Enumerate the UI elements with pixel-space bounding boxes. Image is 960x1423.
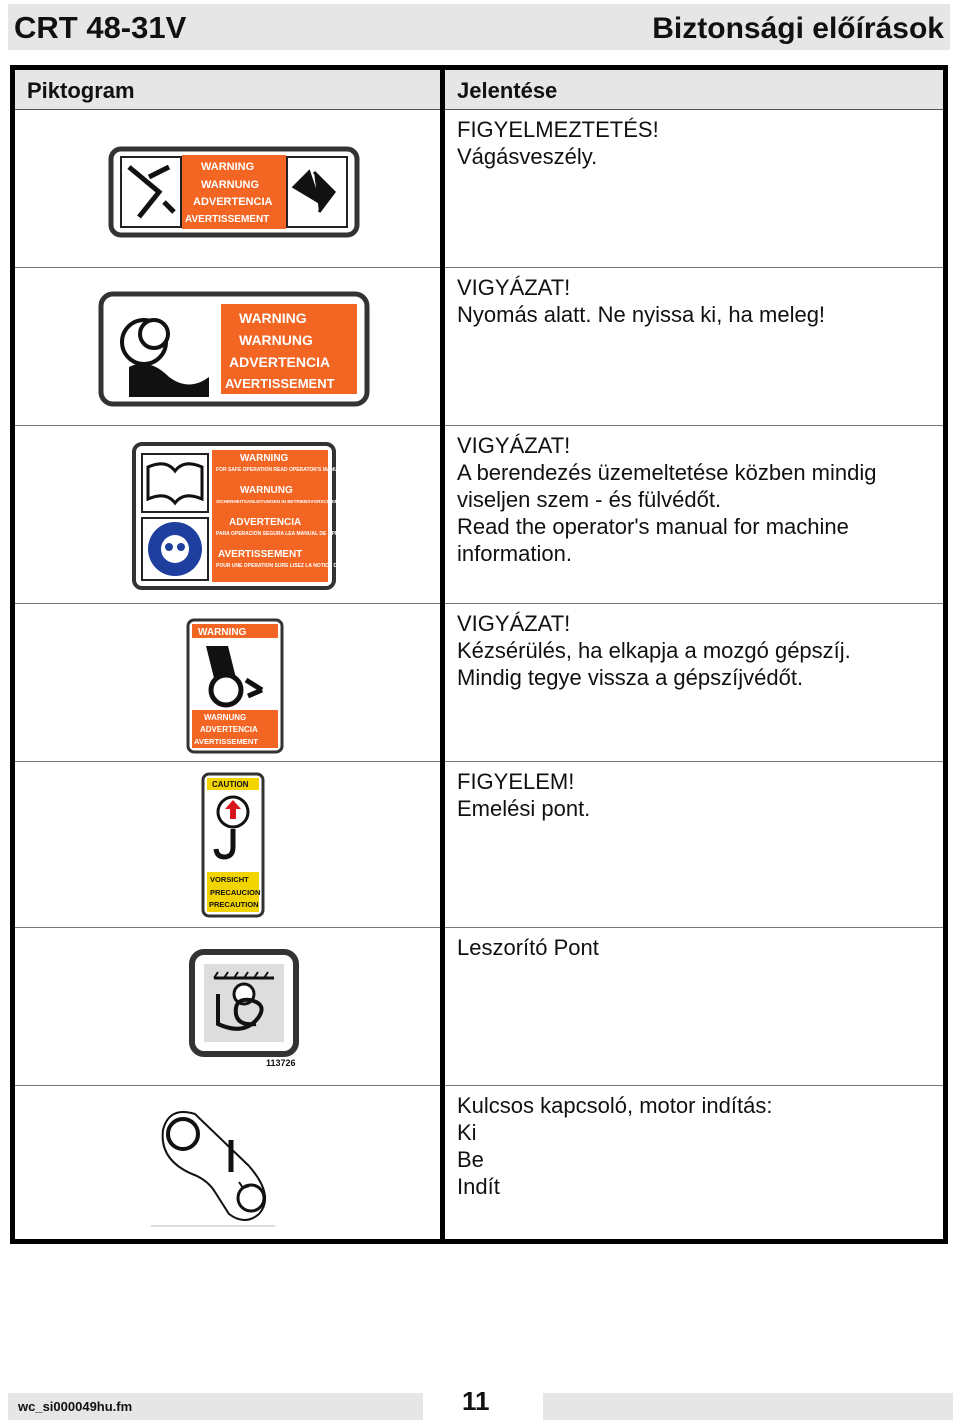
- pictogram-cell: [13, 426, 443, 604]
- meaning-cell: FIGYELEM! Emelési pont.: [443, 762, 946, 928]
- page-header: [8, 4, 950, 50]
- svg-text:FOR SAFE OPERATION READ OPERAT: FOR SAFE OPERATION READ OPERATOR'S MANUAL.: [216, 467, 346, 473]
- column-header-meaning: Jelentése: [443, 68, 946, 110]
- svg-text:AVERTISSEMENT: AVERTISSEMENT: [218, 549, 303, 560]
- table-row: [13, 268, 946, 426]
- footer-filename: wc_si000049hu.fm: [18, 1399, 133, 1414]
- table-row: [13, 604, 946, 762]
- svg-text:PRECAUTION: PRECAUTION: [209, 900, 259, 909]
- svg-text:113726: 113726: [266, 1058, 296, 1068]
- svg-text:WARNING: WARNING: [240, 453, 289, 464]
- svg-text:PARA OPERACION SEGURA LEA MANU: PARA OPERACION SEGURA LEA MANUAL DE OPERACION.: [216, 531, 360, 537]
- pressure-hazard-warning-decal-icon: [99, 292, 369, 406]
- table-row: [13, 426, 946, 604]
- svg-text:ADVERTENCIA: ADVERTENCIA: [229, 354, 331, 370]
- meaning-cell: VIGYÁZAT! A berendezés üzemeltetése közben mindig viseljen szem - és fülvédőt. Read the operator's manual for machine information.: [443, 426, 946, 604]
- column-header-pictogram: Piktogram: [13, 68, 443, 110]
- pictogram-cell: [13, 110, 443, 268]
- svg-text:WARNING: WARNING: [239, 310, 307, 326]
- footer-bar-right: [543, 1393, 953, 1420]
- section-title: Biztonsági előírások: [652, 12, 944, 45]
- meaning-cell: FIGYELMEZTETÉS! Vágásveszély.: [443, 110, 946, 268]
- svg-text:ADVERTENCIA: ADVERTENCIA: [229, 517, 302, 528]
- table-row: [13, 110, 946, 268]
- svg-text:PRECAUCION: PRECAUCION: [210, 888, 261, 897]
- meaning-cell: VIGYÁZAT! Nyomás alatt. Ne nyissa ki, ha meleg!: [443, 268, 946, 426]
- pictogram-cell: [13, 268, 443, 426]
- svg-text:WARNUNG: WARNUNG: [240, 485, 293, 496]
- svg-text:SICHERHEITSANLEITUNGEN IN BETR: SICHERHEITSANLEITUNGEN IN BETRIEBSVORSCHRIFT LESEN.: [216, 499, 359, 504]
- pictogram-cell: [13, 604, 443, 762]
- meaning-cell: Kulcsos kapcsoló, motor indítás: Ki Be Indít: [457, 1093, 773, 1199]
- table-row: [13, 1086, 946, 1242]
- svg-text:ADVERTENCIA: ADVERTENCIA: [193, 196, 273, 208]
- pictogram-cell: [13, 928, 443, 1086]
- table-row: [13, 928, 946, 1086]
- model-title: CRT 48-31V: [14, 10, 187, 45]
- svg-text:POUR UNE OPERATION SURE LISEZ: POUR UNE OPERATION SURE LISEZ LA NOTICE D'EMPLOI.: [216, 563, 359, 569]
- read-manual-ear-eye-protection-decal-icon: [132, 442, 360, 590]
- svg-text:WARNING: WARNING: [201, 161, 255, 173]
- belt-hand-injury-decal-icon: [186, 618, 284, 754]
- safety-decal-table: [10, 65, 948, 1244]
- meaning-cell: Leszorító Pont: [443, 928, 946, 1086]
- svg-text:AVERTISSEMENT: AVERTISSEMENT: [194, 737, 258, 746]
- cutting-hazard-warning-decal-icon: [109, 147, 359, 237]
- svg-text:AVERTISSEMENT: AVERTISSEMENT: [225, 376, 335, 391]
- table-row: [13, 762, 946, 928]
- svg-text:WARNUNG: WARNUNG: [204, 713, 247, 722]
- svg-text:CAUTION: CAUTION: [212, 780, 249, 789]
- svg-text:ADVERTENCIA: ADVERTENCIA: [200, 725, 258, 734]
- meaning-cell: VIGYÁZAT! Kézsérülés, ha elkapja a mozgó gépszíj. Mindig tegye vissza a gépszíjvédőt.: [443, 604, 946, 762]
- pictogram-cell: [13, 762, 443, 928]
- pictogram-cell: [13, 1086, 443, 1242]
- svg-text:WARNING: WARNING: [198, 627, 247, 638]
- footer-file-bar: [8, 1393, 423, 1420]
- svg-text:WARNUNG: WARNUNG: [201, 179, 260, 191]
- svg-text:VORSICHT: VORSICHT: [210, 875, 249, 884]
- svg-text:WARNUNG: WARNUNG: [239, 332, 313, 348]
- page-number: 11: [462, 1386, 490, 1416]
- tie-down-point-decal-icon: [178, 948, 308, 1068]
- svg-text:AVERTISSEMENT: AVERTISSEMENT: [185, 214, 270, 225]
- lifting-point-decal-icon: [201, 772, 265, 918]
- key-switch-decal-icon: [149, 1106, 275, 1230]
